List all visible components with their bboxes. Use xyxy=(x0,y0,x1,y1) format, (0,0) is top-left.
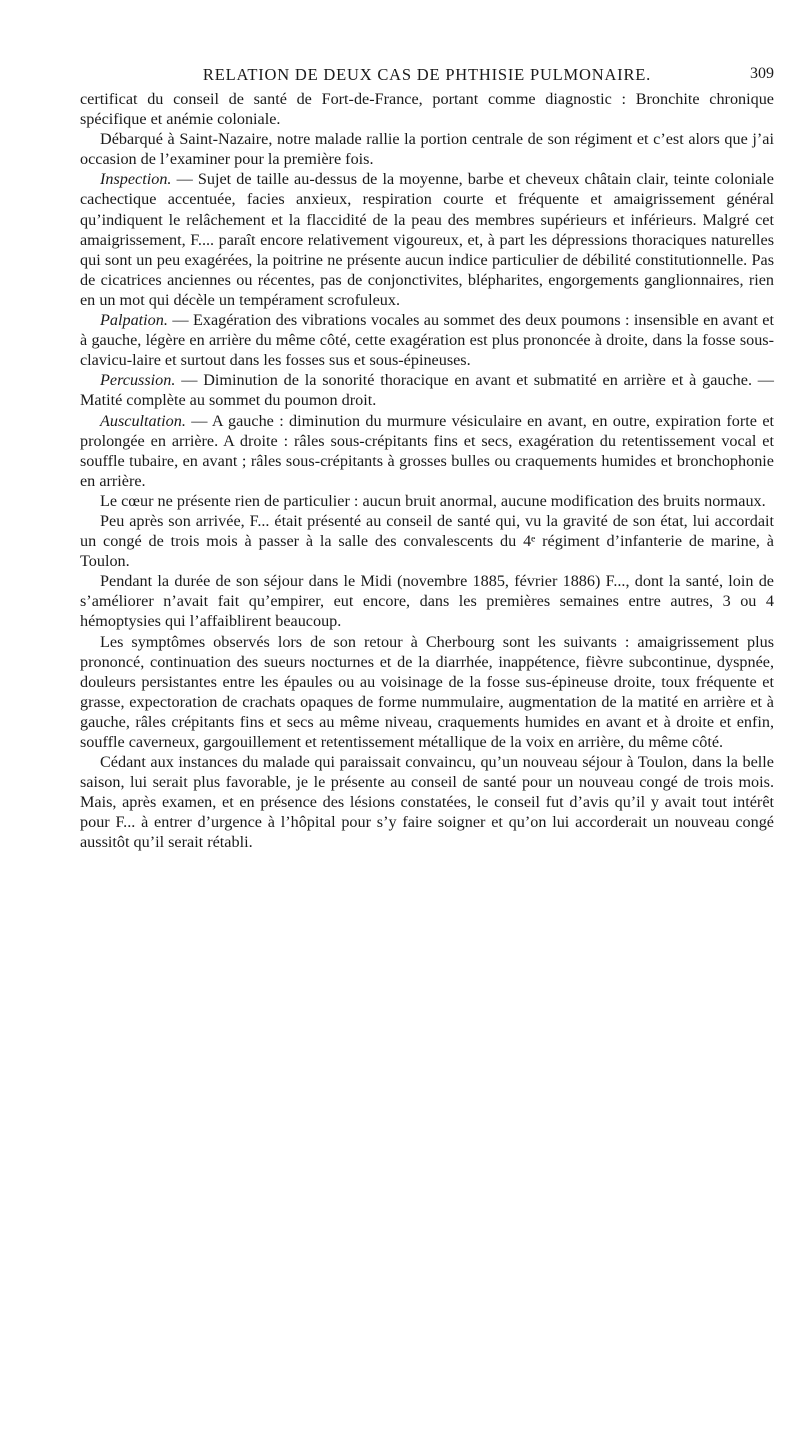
body-text xyxy=(80,89,774,853)
section-heading-inspection: Inspection. xyxy=(100,170,172,189)
paragraph-leave xyxy=(80,511,774,571)
paragraph-text: Le cœur ne présente rien de particulier : aucun bruit anormal, aucune modification des bruits normaux. xyxy=(100,491,766,510)
paragraph-text: — A gauche : diminution du murmure vésiculaire en avant, en outre, expiration forte et prolongée en arrière. A droite : râles sous-crépitants fins et secs, exagération du retentissement vocal et souffle tubaire, en avant ; râles sous-crépitants à grosses bulles ou craquements humides et bronchophonie en arrière. xyxy=(80,411,774,490)
paragraph-text: — Sujet de taille au-dessus de la moyenne, barbe et cheveux châtain clair, teinte coloniale cachectique accentuée, facies anxieux, respiration courte et fréquente et amaigrissement général qu’indiquent le relâchement et la flaccidité de la peau des membres supérieurs et inférieurs. Malgré cet amaigrissement, F.... paraît encore relativement vigoureux, et, à part les dépressions thoraciques naturelles qui sont un peu exagérées, la poitrine ne présente aucun indice particulier de débilité constitutionnelle. Pas de cicatrices anciennes ou récentes, pas de conjonctivites, blépharites, engorgements ganglionnaires, rien en un mot qui décèle un tempérament scrofuleux. xyxy=(80,170,774,309)
paragraph-palpation xyxy=(80,310,774,370)
paragraph-text: Pendant la durée de son séjour dans le Midi (novembre 1885, février 1886) F..., dont la santé, loin de s’améliorer n’avait fait qu’empirer, eut encore, dans les premières semaines entre autres, 3 ou 4 hémoptysies qui l’affaiblirent beaucoup. xyxy=(80,572,774,631)
paragraph-text: — Diminution de la sonorité thoracique en avant et submatité en arrière et à gauche. — Matité complète au sommet du poumon droit. xyxy=(80,371,774,410)
paragraph-continuation xyxy=(80,89,774,129)
paragraph-text: Cédant aux instances du malade qui paraissait convaincu, qu’un nouveau séjour à Toulon, dans la belle saison, lui serait plus favorable, je le présente au conseil de santé pour un nouveau congé de trois mois. Mais, après examen, et en présence des lésions constatées, le conseil fut d’avis qu’il y avait tout intérêt pour F... à entrer d’urgence à l’hôpital pour s’y faire soigner et qu’on lui accorderait un nouveau congé aussitôt qu’il serait rétabli. xyxy=(80,753,774,852)
paragraph-percussion xyxy=(80,370,774,410)
paragraph-inspection xyxy=(80,169,774,310)
paragraph-text: — Exagération des vibrations vocales au sommet des deux poumons : insensible en avant et à gauche, légère en arrière du même côté, cette exagération est plus prononcée à droite, dans la fosse sous-clavicu-laire et surtout dans les fosses sus et sous-épineuses. xyxy=(80,311,774,370)
running-title: RELATION DE DEUX CAS DE PHTHISIE PULMONAIRE. xyxy=(202,65,652,84)
paragraph-text: certificat du conseil de santé de Fort-de-France, portant comme diagnostic : Bronchite chronique spécifique et anémie coloniale. xyxy=(80,90,774,129)
paragraph-debarkation xyxy=(80,129,774,169)
paragraph-heart xyxy=(80,491,774,511)
paragraph-conclusion xyxy=(80,752,774,852)
section-heading-auscultation: Auscultation. xyxy=(100,411,186,430)
paragraph-text: Les symptômes observés lors de son retour à Cherbourg sont les suivants : amaigrissement plus prononcé, continuation des sueurs nocturnes et de la diarrhée, inappétence, fièvre subcontinue, dyspnée, douleurs persistantes entre les épaules ou au voisinage de la fosse sus-épineuse droite, toux fréquente et grasse, expectoration de crachats opaques de forme nummulaire, augmentation de la matité en arrière et à gauche, râles crépitants fins et secs au même niveau, craquements humides en avant et à droite et enfin, souffle caverneux, gargouillement et retentissement métallique de la voix en arrière, du même côté. xyxy=(80,632,774,751)
paragraph-auscultation xyxy=(80,411,774,491)
page-number: 309 xyxy=(750,65,774,82)
running-header xyxy=(80,63,774,89)
paragraph-text: Peu après son arrivée, F... était présenté au conseil de santé qui, vu la gravité de son état, lui accordait un congé de trois mois à passer à la salle des convalescents du 4ᵉ régiment d’infanterie de marine, à Toulon. xyxy=(80,511,774,571)
section-heading-palpation: Palpation. xyxy=(100,311,168,330)
paragraph-midi-stay xyxy=(80,571,774,631)
paragraph-text: Débarqué à Saint-Nazaire, notre malade rallie la portion centrale de son régiment et c’est alors que j’ai occasion de l’examiner pour la première fois. xyxy=(80,130,774,169)
section-heading-percussion: Percussion. xyxy=(100,371,176,390)
paragraph-symptoms xyxy=(80,632,774,753)
